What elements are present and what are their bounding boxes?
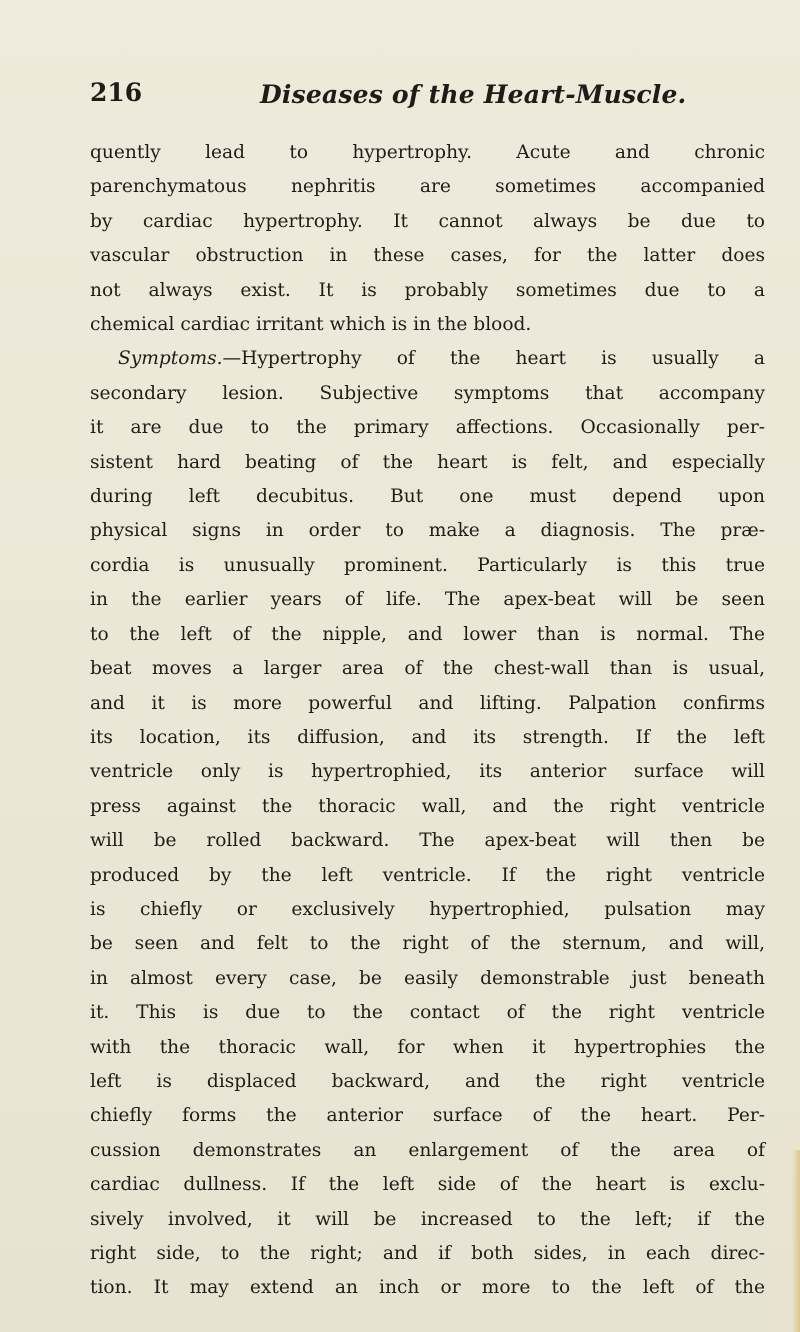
symptoms-paragraph-start <box>90 342 765 376</box>
text-line: with the thoracic wall, for when it hypertrophies the <box>90 1036 765 1058</box>
text-line: not always exist. It is probably sometimes due to a <box>90 279 765 301</box>
text-line: left is displaced backward, and the right ventricle <box>90 1070 765 1092</box>
text-line: beat moves a larger area of the chest-wall than is usual, <box>90 658 765 680</box>
text-line: and it is more powerful and lifting. Palpation confirms <box>90 692 765 714</box>
text-line: in almost every case, be easily demonstrable just beneath <box>90 967 765 989</box>
text-line: tion. It may extend an inch or more to the left of the <box>90 1277 765 1299</box>
text-line: right side, to the right; and if both sides, in each direc- <box>90 1243 765 1264</box>
text-line: be seen and felt to the right of the sternum, and will, <box>90 933 765 955</box>
text-line: cordia is unusually prominent. Particularly is this true <box>90 554 765 576</box>
text-line: chiefly forms the anterior surface of the heart. Per- <box>90 1105 765 1127</box>
text-line: is chiefly or exclusively hypertrophied, pulsation may <box>90 898 765 920</box>
symptoms-first-line: —Hypertrophy of the heart is usually a <box>222 348 765 370</box>
text-line: to the left of the nipple, and lower than is normal. The <box>90 623 765 645</box>
page-edge-stain <box>792 1150 800 1332</box>
text-line: it. This is due to the contact of the right ventricle <box>90 1002 765 1024</box>
symptoms-heading: Symptoms. <box>118 348 223 370</box>
text-line: cardiac dullness. If the left side of the heart is exclu- <box>90 1174 765 1196</box>
text-line: will be rolled backward. The apex-beat will then be <box>90 830 765 852</box>
text-line: sistent hard beating of the heart is felt, and especially <box>90 451 765 473</box>
text-line: it are due to the primary affections. Occasionally per- <box>90 417 765 439</box>
text-line: in the earlier years of life. The apex-beat will be seen <box>90 589 765 611</box>
text-line: ventricle only is hypertrophied, its anterior surface will <box>90 761 765 783</box>
page-header <box>90 78 750 118</box>
text-line: cussion demonstrates an enlargement of the area of <box>90 1139 765 1161</box>
text-line: vascular obstruction in these cases, for the latter does <box>90 245 765 267</box>
text-line: parenchymatous nephritis are sometimes accompanied <box>90 176 765 198</box>
text-line: quently lead to hypertrophy. Acute and chronic <box>90 142 765 163</box>
text-line: during left decubitus. But one must depend upon <box>90 486 765 508</box>
text-line: secondary lesion. Subjective symptoms that accompany <box>90 382 765 404</box>
page-number: 216 <box>90 78 143 107</box>
text-line: physical signs in order to make a diagnosis. The præ- <box>90 520 765 542</box>
text-line: chemical cardiac irritant which is in the blood. <box>90 314 532 336</box>
text-line: sively involved, it will be increased to the left; if the <box>90 1208 765 1230</box>
text-line: produced by the left ventricle. If the right ventricle <box>90 864 765 886</box>
text-line: its location, its diffusion, and its strength. If the left <box>90 726 765 748</box>
running-title: Diseases of the Heart-Muscle. <box>260 80 687 109</box>
text-line: by cardiac hypertrophy. It cannot always be due to <box>90 210 765 232</box>
body-text <box>90 136 765 1306</box>
text-line: press against the thoracic wall, and the right ventricle <box>90 795 765 817</box>
